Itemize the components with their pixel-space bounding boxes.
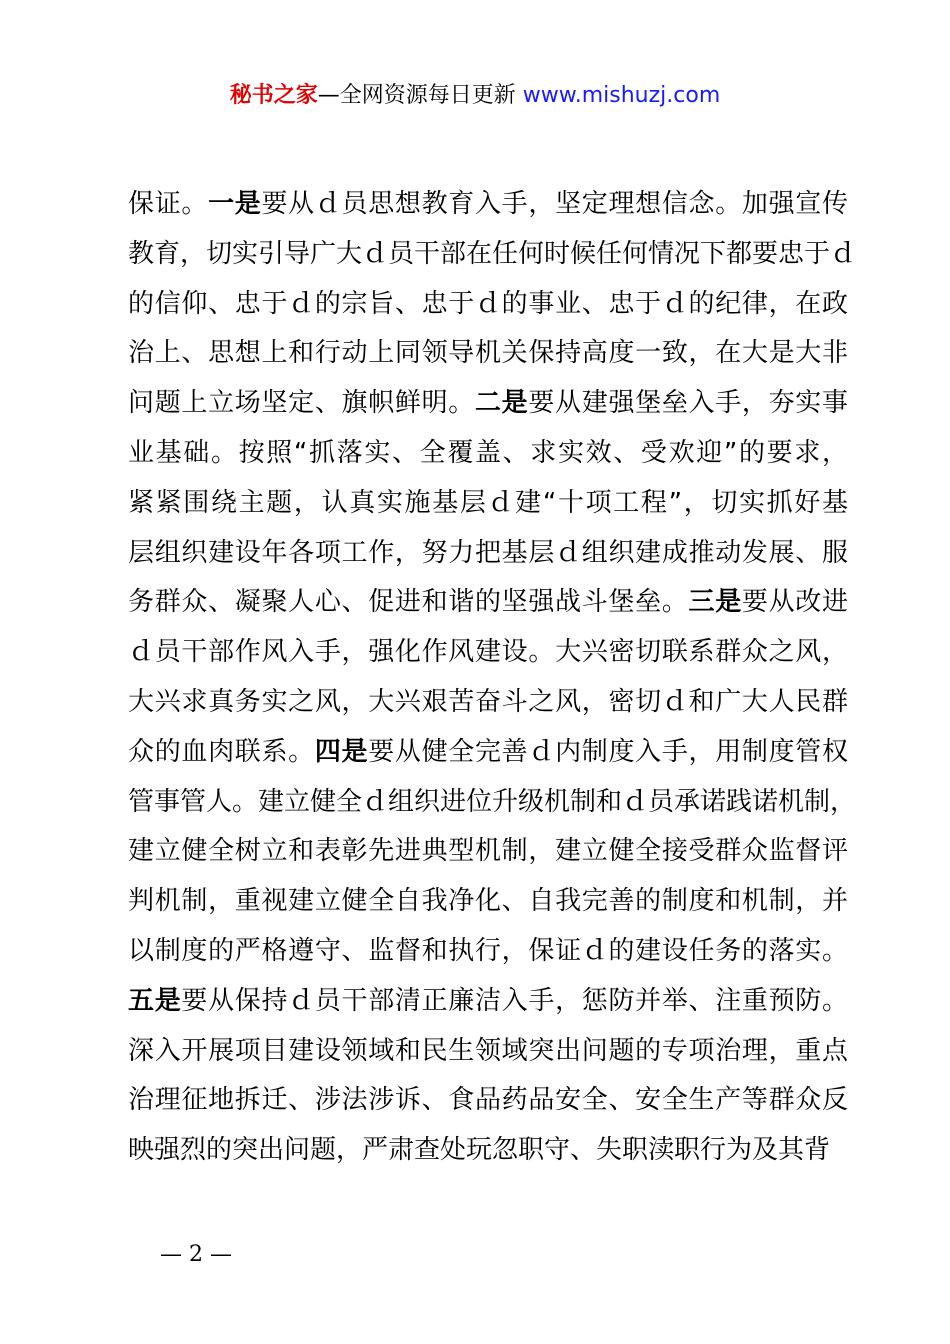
paragraph-line (128, 927, 848, 977)
paragraph-line (128, 230, 857, 280)
bold-enumerator: 三是 (688, 587, 742, 618)
paragraph-line (128, 578, 848, 628)
paragraph-line (128, 329, 848, 379)
line-text: 以制度的严格遵守、监督和执行，保证ｄ的建设任务的落实。 (128, 935, 848, 966)
line-text: 紧紧围绕主题，认真实施基层ｄ建“十项工程”，切实抓好基 (128, 487, 848, 518)
line-text: ｄ员干部作风入手，强化作风建设。大兴密切联系群众之风， (128, 637, 848, 668)
paragraph-line (128, 379, 848, 429)
site-slogan: —全网资源每日更新 (317, 83, 516, 108)
line-text: 治理征地拆迁、涉法涉诉、食品药品安全、安全生产等群众反 (128, 1085, 848, 1116)
line-text: 务群众、凝聚人心、促进和谐的坚强战斗堡垒。 (128, 587, 689, 618)
bold-enumerator: 五是 (128, 985, 182, 1016)
paragraph-line (128, 479, 848, 529)
line-text: 教育，切实引导广大ｄ员干部在任何时候任何情况下都要忠于ｄ (128, 238, 857, 269)
line-text: 众的血肉联系。 (128, 736, 315, 767)
bold-enumerator: 四是 (314, 736, 369, 767)
line-text: 要从保持ｄ员干部清正廉洁入手，惩防并举、注重预防。 (181, 985, 848, 1016)
paragraph-line (128, 1076, 848, 1126)
paragraph-line (128, 628, 848, 678)
line-text: 深入开展项目建设领域和民生领域突出问题的专项治理，重点 (128, 1035, 848, 1066)
paragraph-line (128, 728, 848, 778)
paragraph-line (128, 1027, 848, 1077)
page-number: — 2 — (160, 1242, 232, 1267)
paragraph-line (128, 877, 848, 927)
paragraph-line (128, 977, 848, 1027)
line-text: 建立健全树立和表彰先进典型机制，建立健全接受群众监督评 (128, 836, 848, 867)
line-text: 要从建强堡垒入手，夯实事 (528, 388, 848, 419)
line-text: 大兴求真务实之风，大兴艰苦奋斗之风，密切ｄ和广大人民群 (128, 686, 848, 717)
bold-enumerator: 一是 (208, 189, 262, 219)
site-brand: 秘书之家 (229, 83, 318, 108)
line-text: 的信仰、忠于ｄ的宗旨、忠于ｄ的事业、忠于ｄ的纪律，在政 (128, 288, 848, 319)
site-url-link[interactable]: www.mishuzj.com (522, 83, 721, 108)
paragraph-line (128, 180, 848, 230)
line-text: 映强烈的突出问题，严肃查处玩忽职守、失职渎职行为及其背 (128, 1135, 831, 1166)
paragraph-line (128, 429, 848, 479)
paragraph-line (128, 1126, 848, 1176)
line-text: 判机制，重视建立健全自我净化、自我完善的制度和机制，并 (128, 886, 848, 917)
paragraph-line (128, 529, 848, 579)
line-text: 保证。 (128, 189, 209, 219)
line-text: 问题上立场坚定、旗帜鲜明。 (128, 388, 475, 419)
paragraph-line (128, 778, 857, 828)
line-text: 要从健全完善ｄ内制度入手，用制度管权 (368, 736, 848, 767)
line-text: 治上、思想上和行动上同领导机关保持高度一致，在大是大非 (128, 338, 848, 369)
line-text: 管事管人。建立健全ｄ组织进位升级机制和ｄ员承诺践诺机制， (128, 786, 857, 817)
line-text: 层组织建设年各项工作，努力把基层ｄ组织建成推动发展、服 (128, 537, 848, 568)
line-text: 要从ｄ员思想教育入手，坚定理想信念。加强宣传 (261, 189, 848, 219)
site-header (0, 80, 950, 112)
line-text: 要从改进 (741, 587, 848, 618)
line-text: 业基础。按照“抓落实、全覆盖、求实效、受欢迎”的要求， (128, 437, 848, 468)
paragraph-line (128, 678, 848, 728)
paragraph-line (128, 280, 848, 330)
bold-enumerator: 二是 (474, 388, 529, 419)
paragraph-line (128, 827, 848, 877)
document-body (128, 180, 857, 1176)
